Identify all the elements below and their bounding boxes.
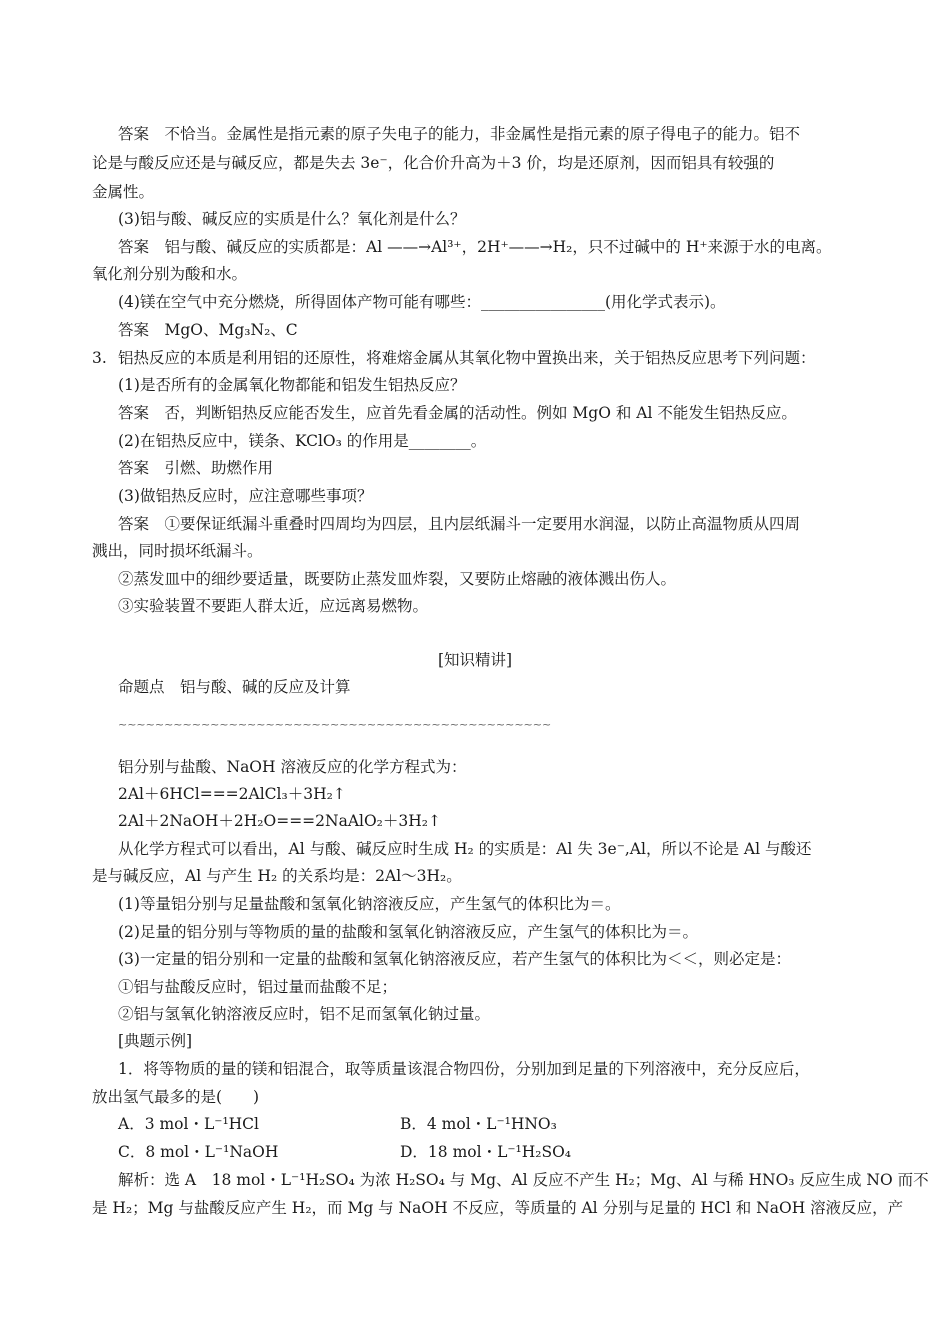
analysis-line: 是 H₂；Mg 与盐酸反应产生 H₂，而 Mg 与 NaOH 不反应，等质量的 Al 分别与足量的 HCl 和 NaOH 溶液反应，产	[92, 1199, 904, 1217]
question-line: (3)铝与酸、碱反应的实质是什么？氧化剂是什么？	[118, 210, 466, 228]
question-line: (2)在铝热反应中，镁条、KClO₃ 的作用是________。	[118, 432, 487, 450]
item-number: 3.	[92, 349, 107, 367]
text-line: 铝分别与盐酸、NaOH 溶液反应的化学方程式为：	[118, 758, 467, 776]
text-line: 溅出，同时损坏纸漏斗。	[92, 542, 263, 560]
topic-heading: 命题点 铝与酸、碱的反应及计算	[118, 678, 351, 696]
subsection-title: [典题示例]	[118, 1032, 193, 1050]
question-line: (4)镁在空气中充分燃烧，所得固体产物可能有哪些：________________(用化学式表示)。	[118, 293, 726, 311]
text-line: 论是与酸反应还是与碱反应，都是失去 3e⁻，化合价升高为＋3 价，均是还原剂，因而铝具有较强的	[92, 154, 775, 172]
section-title: [知识精讲]	[437, 651, 513, 669]
analysis-line: 解析：选 A 18 mol・L⁻¹H₂SO₄ 为浓 H₂SO₄ 与 Mg、Al 反应不产生 H₂；Mg、Al 与稀 HNO₃ 反应生成 NO 而不	[118, 1171, 929, 1189]
answer-line: 答案 ①要保证纸漏斗重叠时四周均为四层，且内层纸漏斗一定要用水润湿，以防止高温物质从四周	[118, 515, 801, 533]
answer-line: 答案 MgO、Mg₃N₂、C	[118, 321, 298, 339]
question-line: 铝热反应的本质是利用铝的还原性，将难熔金属从其氧化物中置换出来，关于铝热反应思考下列问题：	[118, 349, 816, 367]
question-line: 1．将等物质的量的镁和铝混合，取等质量该混合物四份，分别加到足量的下列溶液中，充分反应后，	[118, 1060, 810, 1078]
text-line: ②蒸发皿中的细纱要适量，既要防止蒸发皿炸裂，又要防止熔融的液体溅出伤人。	[118, 570, 677, 588]
text-line: ③实验装置不要距人群太近，应远离易燃物。	[118, 597, 429, 615]
equation-line: 2Al＋6HCl===2AlCl₃＋3H₂↑	[118, 785, 346, 803]
answer-line: 答案 铝与酸、碱反应的实质都是：Al ——→Al³⁺，2H⁺——→H₂，只不过碱中的 H⁺来源于水的电离。	[118, 238, 832, 256]
decorative-divider: ~~~~~~~~~~~~~~~~~~~~~~~~~~~~~~~~~~~~~~~~~~~~~~~	[118, 718, 552, 731]
equation-line: 2Al＋2NaOH＋2H₂O===2NaAlO₂＋3H₂↑	[118, 812, 441, 830]
text-line: (2)足量的铝分别与等物质的量的盐酸和氢氧化钠溶液反应，产生氢气的体积比为＝。	[118, 923, 698, 941]
option-d: D．18 mol・L⁻¹H₂SO₄	[400, 1143, 572, 1161]
option-b: B．4 mol・L⁻¹HNO₃	[400, 1115, 557, 1133]
text-line: 从化学方程式可以看出，Al 与酸、碱反应时生成 H₂ 的实质是：Al 失 3e⁻,Al，所以不论是 Al 与酸还	[118, 840, 812, 858]
text-line: (1)等量铝分别与足量盐酸和氢氧化钠溶液反应，产生氢气的体积比为＝。	[118, 895, 621, 913]
text-line: 是与碱反应，Al 与产生 H₂ 的关系均是：2Al～3H₂。	[92, 867, 462, 885]
question-line: 放出氢气最多的是( )	[92, 1088, 260, 1106]
text-line: 氧化剂分别为酸和水。	[92, 265, 248, 283]
question-line: (1)是否所有的金属氧化物都能和铝发生铝热反应？	[118, 376, 466, 394]
text-line: 答案 不恰当。金属性是指元素的原子失电子的能力，非金属性是指元素的原子得电子的能力。铝不	[118, 125, 801, 143]
text-line: ②铝与氢氧化钠溶液反应时，铝不足而氢氧化钠过量。	[118, 1005, 491, 1023]
text-line: 金属性。	[92, 183, 155, 201]
option-c: C．8 mol・L⁻¹NaOH	[118, 1143, 279, 1161]
answer-line: 答案 否，判断铝热反应能否发生，应首先看金属的活动性。例如 MgO 和 Al 不能发生铝热反应。	[118, 404, 797, 422]
text-line: ①铝与盐酸反应时，铝过量而盐酸不足；	[118, 978, 398, 996]
option-a: A．3 mol・L⁻¹HCl	[118, 1115, 259, 1133]
text-line: (3)一定量的铝分别和一定量的盐酸和氢氧化钠溶液反应，若产生氢气的体积比为＜＜，则必定是：	[118, 950, 791, 968]
answer-line: 答案 引燃、助燃作用	[118, 459, 274, 477]
question-line: (3)做铝热反应时，应注意哪些事项？	[118, 487, 373, 505]
